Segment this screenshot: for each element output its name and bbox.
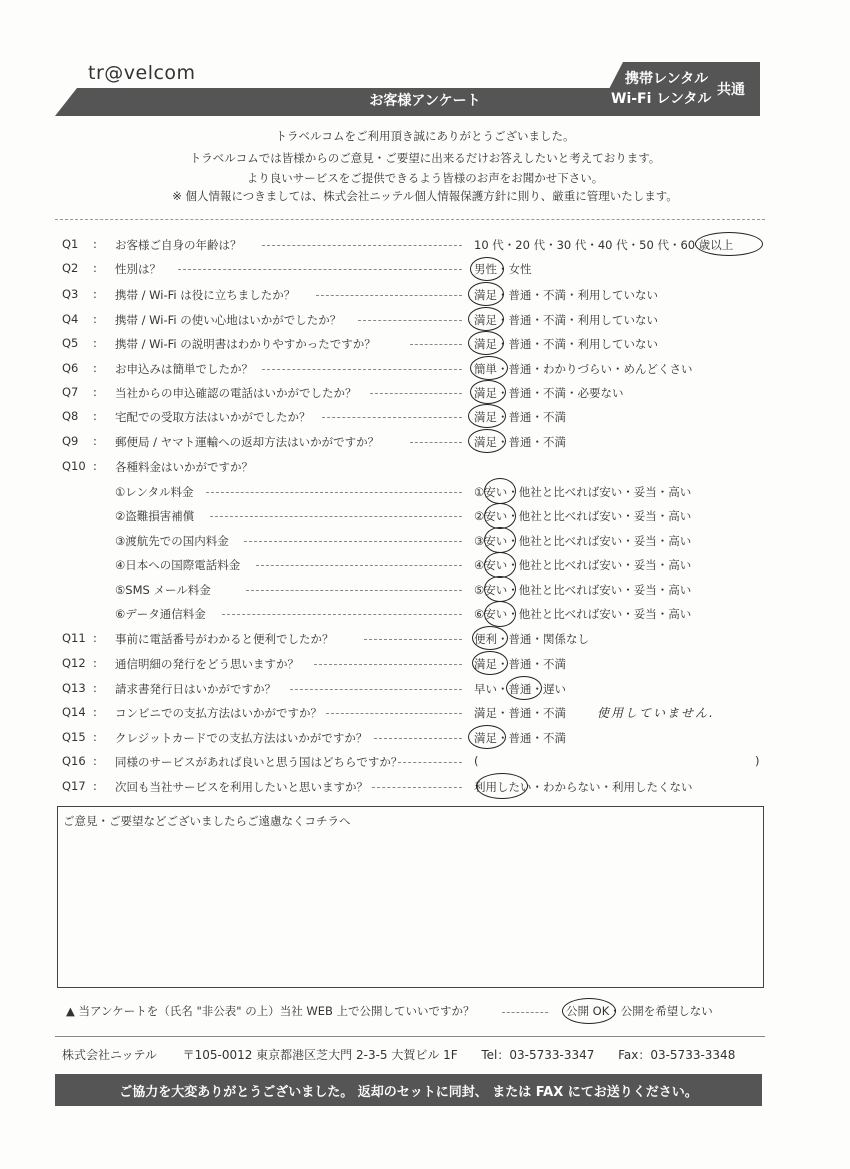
answer-circle bbox=[506, 676, 542, 700]
answer-options: 10 代・20 代・30 代・40 代・50 代・60 歳以上 bbox=[474, 238, 734, 252]
q10-item: ⑥データ通信料金 bbox=[115, 607, 206, 621]
question-number: Q3 bbox=[62, 287, 79, 301]
q10-item: ①レンタル料金 bbox=[115, 485, 194, 499]
colon: : bbox=[93, 434, 97, 448]
leader-line bbox=[316, 295, 462, 296]
question-number: Q6 bbox=[62, 361, 79, 375]
handwritten-note: 使用していません. bbox=[597, 706, 715, 720]
answer-options: ⑤安い・他社と比べれば安い・妥当・高い bbox=[474, 583, 692, 597]
answer-options: ①安い・他社と比べれば安い・妥当・高い bbox=[474, 485, 692, 499]
leader-line bbox=[262, 369, 462, 370]
question-text: 携帯 / Wi-Fi の説明書はわかりやすかったですか？ bbox=[115, 337, 376, 351]
leader-line bbox=[210, 516, 462, 517]
colon: : bbox=[93, 237, 97, 251]
leader-line bbox=[410, 344, 462, 345]
colon: : bbox=[93, 631, 97, 645]
answer-circle bbox=[468, 307, 504, 331]
leader-line bbox=[206, 492, 462, 493]
leader-line bbox=[262, 245, 462, 246]
answer-circle bbox=[470, 257, 504, 281]
tag-mobile-rental: 携帯レンタル bbox=[625, 71, 709, 87]
question-number: Q2 bbox=[62, 261, 79, 275]
answer-circle bbox=[562, 998, 616, 1024]
answer-options: 満足・普通・不満・利用していない bbox=[474, 337, 658, 351]
leader-line bbox=[372, 787, 462, 788]
question-number: Q1 bbox=[62, 237, 79, 251]
company-name: 株式会社ニッテル bbox=[62, 1048, 157, 1062]
question-text: 同様のサービスがあれば良いと思う国はどちらですか？ bbox=[115, 755, 403, 769]
leader-line bbox=[398, 762, 462, 763]
answer-options: ( bbox=[474, 754, 479, 768]
colon: : bbox=[93, 261, 97, 275]
intro-line-1: トラベルコムをご利用頂き誠にありがとうございました。 bbox=[275, 129, 575, 143]
question-text: 宅配での受取方法はいかがでしたか？ bbox=[115, 410, 311, 424]
q10-item: ②盗難損害補償 bbox=[115, 509, 195, 523]
question-text: コンビニでの支払方法はいかがですか？ bbox=[115, 706, 322, 720]
colon: : bbox=[93, 459, 97, 473]
question-text: 性別は？ bbox=[115, 262, 161, 276]
intro-line-4: ※ 個人情報につきましては、株式会社ニッテル個人情報保護方針に則り、厳重に管理いたします。 bbox=[172, 189, 678, 203]
colon: : bbox=[93, 681, 97, 695]
tag-common: 共通 bbox=[717, 82, 745, 98]
question-text: 事前に電話番号がわかると便利でしたか？ bbox=[115, 632, 334, 646]
question-text: 各種料金はいかがですか？ bbox=[115, 460, 253, 474]
question-number: Q9 bbox=[62, 434, 79, 448]
question-number: Q14 bbox=[62, 705, 86, 719]
divider bbox=[55, 219, 765, 220]
question-number: Q13 bbox=[62, 681, 86, 695]
colon: : bbox=[93, 336, 97, 350]
question-number: Q7 bbox=[62, 385, 79, 399]
leader-line bbox=[256, 565, 462, 566]
answer-circle bbox=[468, 331, 504, 355]
colon: : bbox=[93, 656, 97, 670]
colon: : bbox=[93, 361, 97, 375]
question-number: Q17 bbox=[62, 779, 86, 793]
leader-line bbox=[244, 541, 462, 542]
answer-circle bbox=[484, 576, 516, 602]
tag-wifi-rental: Wi-Fi レンタル bbox=[611, 91, 712, 107]
answer-circle bbox=[472, 651, 508, 675]
company-address: 〒105-0012 東京都港区芝大門 2-3-5 大賀ビル 1F bbox=[182, 1048, 458, 1062]
leader-line bbox=[246, 590, 462, 591]
intro-line-2: トラベルコムでは皆様からのご意見・ご要望に出来るだけお答えしたいと考えております。 bbox=[189, 151, 661, 165]
publish-question: ▲ 当アンケートを（氏名 "非公表" の上）当社 WEB 上で公開していいですか？ bbox=[66, 1004, 475, 1018]
leader-line bbox=[370, 393, 462, 394]
answer-options: 満足・普通・不満・利用していない bbox=[474, 313, 658, 327]
answer-options: 満足・普通・不満 bbox=[474, 657, 566, 671]
page-title: お客様アンケート bbox=[369, 93, 481, 109]
colon: : bbox=[93, 754, 97, 768]
travelcom-logo: tr@velcom bbox=[88, 62, 196, 84]
question-number: Q16 bbox=[62, 754, 86, 768]
answer-circle bbox=[470, 356, 508, 380]
answer-options: ④安い・他社と比べれば安い・妥当・高い bbox=[474, 558, 692, 572]
answer-options: 満足・普通・不満・必要ない bbox=[474, 386, 624, 400]
answer-circle bbox=[476, 773, 528, 799]
answer-circle bbox=[472, 626, 508, 650]
leader-line bbox=[364, 639, 462, 640]
question-number: Q5 bbox=[62, 336, 79, 350]
colon: : bbox=[93, 312, 97, 326]
answer-circle bbox=[484, 552, 516, 578]
answer-circle bbox=[484, 478, 516, 504]
leader-line bbox=[178, 269, 462, 270]
colon: : bbox=[93, 385, 97, 399]
question-number: Q4 bbox=[62, 312, 79, 326]
comment-label: ご意見・ご要望などございましたらご遠慮なくコチラへ bbox=[63, 814, 351, 828]
answer-circle bbox=[484, 503, 516, 529]
q10-item: ⑤SMS メール料金 bbox=[115, 583, 211, 597]
leader-line bbox=[314, 664, 462, 665]
leader-line bbox=[290, 689, 462, 690]
colon: : bbox=[93, 779, 97, 793]
answer-circle bbox=[468, 725, 506, 749]
question-text: 当社からの申込確認の電話はいかがでしたか？ bbox=[115, 386, 357, 400]
answer-options: 早い・普通・遅い bbox=[474, 682, 566, 696]
colon: : bbox=[93, 730, 97, 744]
answer-circle bbox=[468, 404, 506, 428]
answer-options: ②安い・他社と比べれば安い・妥当・高い bbox=[474, 509, 692, 523]
answer-options: 利用したい・わからない・利用したくない bbox=[474, 780, 693, 794]
answer-circle bbox=[695, 232, 763, 256]
company-fax: Fax：03-5733-3348 bbox=[618, 1048, 736, 1062]
question-text: 請求書発行日はいかがですか？ bbox=[115, 682, 276, 696]
divider bbox=[55, 1036, 765, 1037]
question-number: Q12 bbox=[62, 656, 86, 670]
answer-circle bbox=[468, 282, 504, 306]
answer-options: 満足・普通・不満 bbox=[474, 731, 566, 745]
leader-line bbox=[222, 614, 462, 615]
question-text: お客様ご自身の年齢は？ bbox=[115, 238, 242, 252]
leader-line bbox=[502, 1012, 548, 1013]
leader-line bbox=[326, 713, 462, 714]
intro-line-3: より良いサービスをご提供できるよう皆様のお声をお聞かせ下さい。 bbox=[246, 171, 604, 185]
question-text: 次回も当社サービスを利用したいと思いますか？ bbox=[115, 780, 368, 794]
question-number: Q10 bbox=[62, 459, 86, 473]
answer-options: 便利・普通・関係なし bbox=[474, 632, 589, 646]
company-info bbox=[62, 1046, 735, 1063]
question-number: Q8 bbox=[62, 409, 79, 423]
thanks-message: ご協力を大変ありがとうございました。 返却のセットに同封、 または FAX にてお送りください。 bbox=[119, 1085, 698, 1100]
question-number: Q11 bbox=[62, 631, 86, 645]
colon: : bbox=[93, 705, 97, 719]
company-tel: Tel：03-5733-3347 bbox=[481, 1048, 595, 1062]
colon: : bbox=[93, 409, 97, 423]
answer-options: ③安い・他社と比べれば安い・妥当・高い bbox=[474, 534, 692, 548]
paren-close: ) bbox=[755, 754, 760, 768]
answer-circle bbox=[484, 527, 516, 553]
question-text: お申込みは簡単でしたか？ bbox=[115, 362, 253, 376]
question-text: クレジットカードでの支払方法はいかがですか？ bbox=[115, 731, 368, 745]
answer-circle bbox=[470, 380, 506, 404]
answer-options: 満足・普通・不満・利用していない bbox=[474, 288, 658, 302]
answer-circle bbox=[468, 429, 506, 453]
answer-options: 満足・普通・不満 bbox=[474, 410, 566, 424]
answer-options: 簡単・普通・わかりづらい・めんどくさい bbox=[474, 362, 693, 376]
question-number: Q15 bbox=[62, 730, 86, 744]
publish-options: 公開 OK・公開を希望しない bbox=[566, 1004, 713, 1018]
leader-line bbox=[410, 442, 462, 443]
leader-line bbox=[322, 417, 462, 418]
q10-item: ③渡航先での国内料金 bbox=[115, 534, 229, 548]
answer-options: ⑥安い・他社と比べれば安い・妥当・高い bbox=[474, 607, 692, 621]
leader-line bbox=[374, 738, 462, 739]
answer-options: 満足・普通・不満 bbox=[474, 435, 566, 449]
q10-item: ④日本への国際電話料金 bbox=[115, 558, 241, 572]
question-text: 郵便局 / ヤマト運輸への返却方法はいかがですか？ bbox=[115, 435, 380, 449]
comment-textarea[interactable] bbox=[57, 806, 764, 988]
question-text: 携帯 / Wi-Fi は役に立ちましたか？ bbox=[115, 288, 296, 302]
answer-circle bbox=[484, 601, 516, 627]
answer-options: 男性・女性 bbox=[474, 262, 532, 276]
leader-line bbox=[358, 320, 462, 321]
answer-options: 満足・普通・不満 bbox=[474, 706, 566, 720]
question-text: 携帯 / Wi-Fi の使い心地はいかがでしたか？ bbox=[115, 313, 342, 327]
question-text: 通信明細の発行をどう思いますか？ bbox=[115, 657, 299, 671]
colon: : bbox=[93, 287, 97, 301]
